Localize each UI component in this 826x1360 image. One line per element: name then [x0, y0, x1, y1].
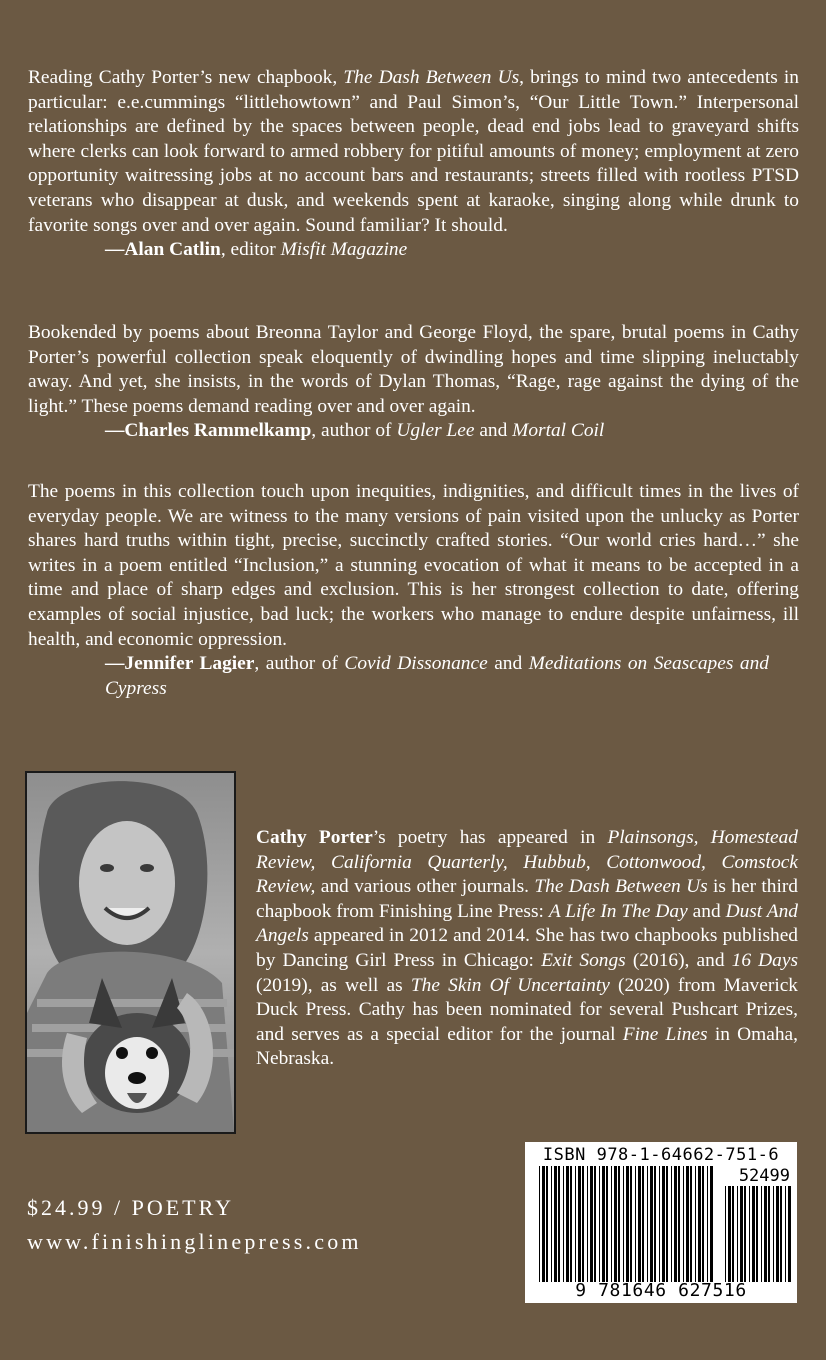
barcode-bar: [776, 1186, 779, 1282]
barcode-bar: [635, 1166, 636, 1282]
isbn-barcode: [525, 1142, 797, 1303]
barcode-bar: [764, 1186, 767, 1282]
barcode-bar: [749, 1186, 750, 1282]
barcode-bar: [666, 1166, 668, 1282]
barcode-bar: [785, 1186, 786, 1282]
barcode-bar: [590, 1166, 593, 1282]
author-photo: [25, 771, 236, 1134]
barcode-bar: [614, 1166, 617, 1282]
barcode-bar: [630, 1166, 632, 1282]
barcode-bar: [725, 1186, 726, 1282]
barcode-bar: [752, 1186, 755, 1282]
barcode-bar: [654, 1166, 656, 1282]
barcode-bar: [638, 1166, 641, 1282]
barcode-bar: [546, 1166, 548, 1282]
review-text: Bookended by poems about Breonna Taylor and George Floyd, the spare, brutal poems in Cathy Porter’s powerful collection speak eloquently of dwindling hopes and time slipping ineluctably away. And yet, she insists, in the words of Dylan Thomas, “Rage, rage against the dying of the light.” These poems demand reading over and over again.: [28, 322, 799, 417]
isbn-number: ISBN 978-1-64662-751-6: [542, 1145, 780, 1165]
barcode-bar: [707, 1166, 708, 1282]
barcode-bar: [659, 1166, 660, 1282]
barcode-bar: [642, 1166, 644, 1282]
barcode-bar: [698, 1166, 701, 1282]
barcode-bar: [578, 1166, 581, 1282]
barcode-bar: [554, 1166, 557, 1282]
barcode-bar: [702, 1166, 704, 1282]
barcode-bar: [695, 1166, 696, 1282]
barcode-bar: [558, 1166, 560, 1282]
review-text: The poems in this collection touch upon inequities, indignities, and difficult times in the lives of everyday people. We are witness to the many versions of pain visited upon the unlucky as Porter shares hard truths within tight, precise, succinctly crafted stories. “Our world cries hard…” she writes in a poem entitled “Inclusion,” a stunning evocation of what it means to be accepted in a time and place of sharp edges and exclusion. This is her strongest collection to date, offering examples of social injustice, bad luck; the workers who manage to endure despite unfairness, ill health, and economic oppression.: [28, 481, 799, 650]
barcode-bar: [737, 1186, 738, 1282]
barcode-bar: [728, 1186, 731, 1282]
barcode-bar: [662, 1166, 665, 1282]
barcode-bar: [686, 1166, 689, 1282]
barcode-bar: [551, 1166, 552, 1282]
review-blurb-rammelkamp: [28, 321, 799, 444]
review-blurb-lagier: [28, 480, 799, 701]
review-text: Reading Cathy Porter’s new chapbook, The Dash Between Us, brings to mind two antecedents in particular: e.e.cummings “littlehowtown” and Paul Simon’s, “Our Little Town.” Interpersonal relationships are defined by the spaces between people, dead end jobs lead to graveyard shifts where clerks can look forward to armed robbery for pitiful amounts of money; employment at zero opportunity waitressing jobs at no account bars and restaurants; streets filled with rootless PTSD veterans who disappear at dusk, and weekends spent at karaoke, singing along while drunk to favorite songs over and over again. Sound familiar? It should.: [28, 67, 799, 236]
author-photo-image: [27, 773, 234, 1132]
review-blurb-catlin: [28, 66, 799, 263]
review-attribution: —Jennifer Lagier, author of Covid Dissonance and Meditations on Seascapes and Cypress: [105, 653, 769, 699]
barcode-bar: [768, 1186, 770, 1282]
barcode-bar: [744, 1186, 746, 1282]
barcode-bar: [678, 1166, 680, 1282]
barcode-bar: [690, 1166, 692, 1282]
barcode-bar: [788, 1186, 791, 1282]
barcode-bar: [563, 1166, 564, 1282]
barcode-bar: [602, 1166, 605, 1282]
barcode-bar: [575, 1166, 576, 1282]
publisher-website: www.finishinglinepress.com: [27, 1229, 362, 1254]
barcode-bar: [594, 1166, 596, 1282]
review-attribution: —Alan Catlin, editor Misfit Magazine: [105, 239, 408, 261]
barcode-bar: [756, 1186, 758, 1282]
barcode-bar: [582, 1166, 584, 1282]
author-bio: Cathy Porter’s poetry has appeared in Plainsongs, Homestead Review, California Quarterly, Hubbub, Cottonwood, Comstock Review, and various other journals. The Dash Between Us is her third chapbook from Finishing Line Press: A Life In The Day and Dust And Angels appeared in 2012 and 2014. She has two chapbooks published by Dancing Girl Press in Chicago: Exit Songs (2016), and 16 Days (2019), as well as The Skin Of Uncertainty (2020) from Maverick Duck Press. Cathy has been nominated for several Pushcart Prizes, and serves as a special editor for the journal Fine Lines in Omaha, Nebraska.: [256, 827, 799, 1070]
barcode-bar: [570, 1166, 572, 1282]
barcode-bar: [542, 1166, 545, 1282]
barcode-bar: [674, 1166, 677, 1282]
barcode-bar: [606, 1166, 608, 1282]
barcode-bar: [650, 1166, 653, 1282]
barcode-bar: [761, 1186, 762, 1282]
price-genre: $24.99 / POETRY: [27, 1195, 234, 1220]
review-attribution: —Charles Rammelkamp, author of Ugler Lee and Mortal Coil: [105, 420, 605, 442]
barcode-bar: [740, 1186, 743, 1282]
barcode-bar: [618, 1166, 620, 1282]
barcode-bar: [780, 1186, 782, 1282]
barcode-bar: [599, 1166, 600, 1282]
barcode-bar: [647, 1166, 648, 1282]
barcode-bar: [683, 1166, 684, 1282]
ean-digits: 9 781646 627516: [575, 1280, 747, 1301]
barcode-bar: [611, 1166, 612, 1282]
price-code: 52499: [738, 1166, 790, 1186]
barcode-bar: [626, 1166, 629, 1282]
barcode-bar: [732, 1186, 734, 1282]
barcode-bar: [539, 1166, 540, 1282]
barcode-bar: [773, 1186, 774, 1282]
barcode-bar: [587, 1166, 588, 1282]
barcode-bar: [671, 1166, 672, 1282]
barcode-bar: [566, 1166, 569, 1282]
barcode-bar: [623, 1166, 624, 1282]
barcode-bar: [710, 1166, 713, 1282]
